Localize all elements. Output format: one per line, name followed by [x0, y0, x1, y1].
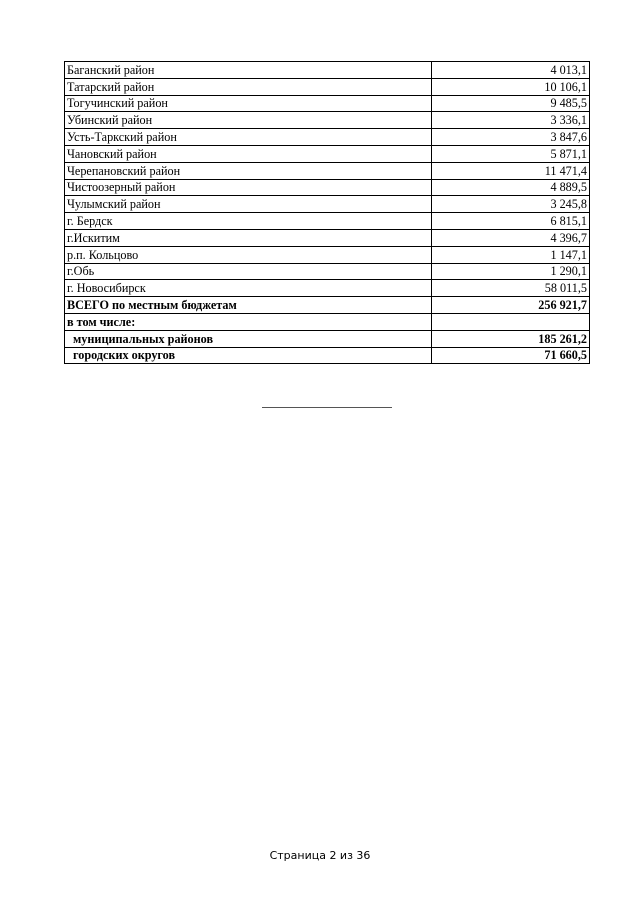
- row-name-cell: Тогучинский район: [65, 95, 432, 112]
- table-row: [65, 330, 590, 347]
- row-name-cell: г. Новосибирск: [65, 280, 432, 297]
- row-name-cell: Черепановский район: [65, 162, 432, 179]
- table-row: [65, 196, 590, 213]
- table-row: [65, 263, 590, 280]
- row-name-cell: ВСЕГО по местным бюджетам: [65, 297, 432, 314]
- row-name-cell: г.Искитим: [65, 229, 432, 246]
- table-row: [65, 229, 590, 246]
- row-value-cell: 71 660,5: [432, 347, 590, 364]
- table-row: [65, 297, 590, 314]
- row-name-cell: Убинский район: [65, 112, 432, 129]
- row-value-cell: 11 471,4: [432, 162, 590, 179]
- separator-line: [262, 407, 392, 408]
- table-row: [65, 280, 590, 297]
- row-value-cell: 4 396,7: [432, 229, 590, 246]
- row-value-cell: 256 921,7: [432, 297, 590, 314]
- row-value-cell: 4 013,1: [432, 62, 590, 79]
- row-name-cell: городских округов: [65, 347, 432, 364]
- row-name-cell: г. Бердск: [65, 213, 432, 230]
- row-name-cell: Чановский район: [65, 145, 432, 162]
- row-name-cell: в том числе:: [65, 313, 432, 330]
- row-value-cell: 58 011,5: [432, 280, 590, 297]
- table-row: [65, 246, 590, 263]
- budget-table: [64, 61, 590, 364]
- budget-table-body: [65, 62, 590, 364]
- table-row: [65, 62, 590, 79]
- table-row: [65, 347, 590, 364]
- row-value-cell: [432, 313, 590, 330]
- row-value-cell: 9 485,5: [432, 95, 590, 112]
- row-value-cell: 3 847,6: [432, 129, 590, 146]
- table-row: [65, 78, 590, 95]
- table-row: [65, 162, 590, 179]
- table-row: [65, 213, 590, 230]
- row-value-cell: 10 106,1: [432, 78, 590, 95]
- table-row: [65, 179, 590, 196]
- row-value-cell: 3 336,1: [432, 112, 590, 129]
- row-name-cell: Чулымский район: [65, 196, 432, 213]
- table-row: [65, 112, 590, 129]
- row-value-cell: 1 290,1: [432, 263, 590, 280]
- row-name-cell: Баганский район: [65, 62, 432, 79]
- row-value-cell: 3 245,8: [432, 196, 590, 213]
- row-name-cell: р.п. Кольцово: [65, 246, 432, 263]
- row-name-cell: Татарский район: [65, 78, 432, 95]
- row-name-cell: муниципальных районов: [65, 330, 432, 347]
- row-value-cell: 185 261,2: [432, 330, 590, 347]
- row-value-cell: 6 815,1: [432, 213, 590, 230]
- table-row: [65, 145, 590, 162]
- row-value-cell: 4 889,5: [432, 179, 590, 196]
- table-row: [65, 129, 590, 146]
- row-name-cell: г.Обь: [65, 263, 432, 280]
- row-value-cell: 1 147,1: [432, 246, 590, 263]
- table-row: [65, 313, 590, 330]
- table-row: [65, 95, 590, 112]
- row-name-cell: Чистоозерный район: [65, 179, 432, 196]
- page-footer: Страница 2 из 36: [269, 849, 371, 862]
- row-value-cell: 5 871,1: [432, 145, 590, 162]
- row-name-cell: Усть-Таркский район: [65, 129, 432, 146]
